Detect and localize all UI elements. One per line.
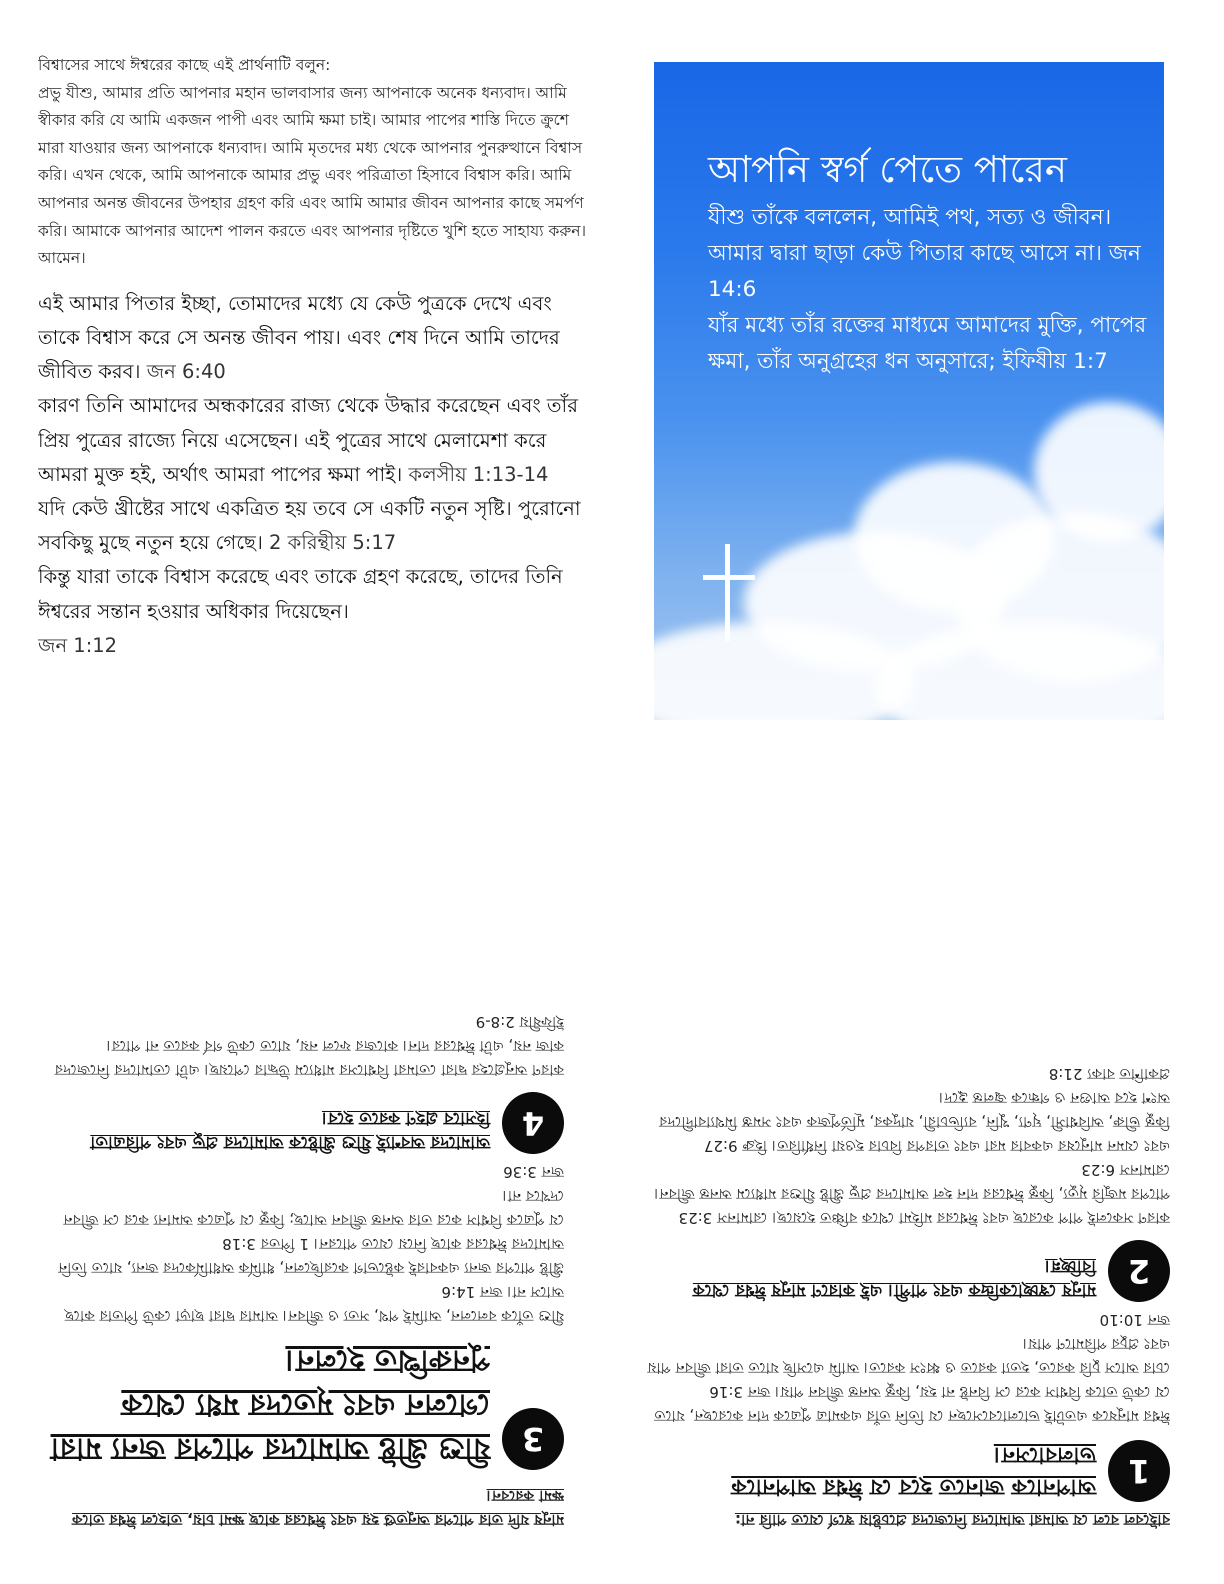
step-number-badge: 1 xyxy=(1108,1440,1170,1502)
verse-ref: ইফিষীয় 2:8-9 xyxy=(475,1013,564,1031)
verse-text: পাপের মজুরি মৃত্যু, কিন্তু ঈশ্বরের দান হল আমাদের প্রভু খ্রীষ্ট যীশুর মাধ্যমে অনন্ত জীবন। xyxy=(654,1185,1170,1203)
step-text xyxy=(646,1308,1170,1380)
tract-cover xyxy=(654,62,1164,720)
steps-1-2-panel xyxy=(646,820,1170,1532)
prayer-block xyxy=(38,52,598,273)
panel-bottom-text: মানুষ যদি তার পাপের অনুতপ্ত হয় এবং ঈশ্বরের কাছে ক্ষমা চায়, তাহলে ঈশ্বর তাকে ক্ষমা করবেন। xyxy=(72,1487,564,1529)
verse-ref: জন 6:40 xyxy=(146,360,226,384)
verse-ref: হিব্রু 9:27 xyxy=(703,1137,767,1155)
verse-item xyxy=(38,389,598,492)
verse-ref: জন 10:10 xyxy=(1099,1311,1170,1329)
verse-text: ঈশ্বর মানুষকে এতটাই ভালোবেসেছেন যে তিনি তাঁর একমাত্র পুত্রকে দান করেছেন, যাতে যে কেউ তাকে বিশ্বাস করে সে বিনষ্ট না হয়, কিন্তু অনন্ত জীবন পায়। xyxy=(654,1383,1170,1425)
step-text xyxy=(646,1134,1170,1158)
step-text xyxy=(44,1280,564,1328)
verse-ref: রোমানস 6:23 xyxy=(1081,1161,1170,1179)
step-text xyxy=(44,1010,564,1082)
verse-text: কিন্তু যারা তাকে বিশ্বাস করেছে এবং তাকে গ্রহণ করেছে, তাদের তিনি ঈশ্বরের সন্তান হওয়ার অধিকার দিয়েছেন। xyxy=(38,565,563,623)
prayer-and-verses-panel xyxy=(38,52,598,742)
cover-ref-1: জন 14:6 xyxy=(708,241,1141,302)
step-number-badge: 2 xyxy=(1108,1240,1170,1302)
step-text xyxy=(646,1206,1170,1230)
step-text xyxy=(646,1158,1170,1206)
steps-3-4-panel xyxy=(44,820,564,1532)
step-1 xyxy=(646,1438,1170,1502)
verse-ref: রোমানস 3:23 xyxy=(678,1209,768,1227)
verse-ref: 1 পিতর 3:18 xyxy=(222,1235,309,1253)
verse-ref: জন 14:6 xyxy=(441,1283,503,1301)
verse-ref: 2 করিন্থীয় 5:17 xyxy=(269,531,397,555)
step-text xyxy=(646,1062,1170,1134)
step-4 xyxy=(44,1092,564,1154)
verse-ref: জন 1:12 xyxy=(38,633,118,657)
cover-verse xyxy=(708,200,1148,380)
step-3 xyxy=(44,1338,564,1470)
step-number-badge: 3 xyxy=(502,1408,564,1470)
verse-item xyxy=(38,560,598,663)
verse-text: যদি কেউ খ্রীষ্টের সাথে একত্রিত হয় তবে সে একটি নতুন সৃষ্টি। পুরোনো সবকিছু মুছে নতুন হয়ে গেছে। xyxy=(38,496,581,555)
verse-text: যে পুত্রকে বিশ্বাস করে তার অনন্ত জীবন আছে; কিন্তু যে পুত্রকে অমান্য করে সে জীবন দেখবে না। xyxy=(63,1187,564,1229)
verse-text: কিন্তু ভীরু, অবিশ্বাসী, ঘৃণ্য, খুনি, ব্যভিচারী, যাদুকর, মূর্তিপূজক এবং সমস্ত মিথ্যাবাদীদের অংশ হবে আগুন ও গন্ধকে জ্বলন্ত হ্রদে। xyxy=(659,1089,1170,1131)
step-heading: আপনাকে জানতে হবে যে ঈশ্বর আপনাকে ভালবাসেন। xyxy=(731,1442,1096,1499)
verse-list xyxy=(38,287,598,663)
verse-ref: কলসীয় 1:13-14 xyxy=(408,462,549,486)
verse-item xyxy=(38,287,598,390)
cover-verse-2: যাঁর মধ্যে তাঁর রক্তের মাধ্যমে আমাদের মুক্তি, পাপের ক্ষমা, তাঁর অনুগ্রহের ধন অনুসারে; xyxy=(708,313,1147,374)
verse-item xyxy=(38,492,598,560)
cover-verse-1: যীশু তাঁকে বললেন, আমিই পথ, সত্য ও জীবন। আমার দ্বারা ছাড়া কেউ পিতার কাছে আসে না। xyxy=(708,205,1112,266)
step-heading: আমাদের অবশ্যই যীশু খ্রীষ্টকে আমাদের প্রভু এবং পরিত্রাতা হিসাবে গ্রহণ করতে হবে। xyxy=(90,1108,490,1152)
panel-intro: বাইবেল বলে যে আমরা আমাদের নিজেদের প্রচেষ্টায় স্বর্গে যেতে পারি না: xyxy=(734,1511,1170,1529)
verse-text: চোর আসে চুরি করতে, হত্যা করতে ও ধ্বংস করতে। আমি এসেছি যাতে তারা জীবন পায় এবং প্রচুর পরিমাণে পায়। xyxy=(647,1335,1170,1377)
verse-ref: প্রকাশিত বাক্য 21:8 xyxy=(1048,1065,1170,1083)
step-heading: মানুষ স্বেচ্ছাকেন্দ্রিক এবং পাপী। এই কারণে মানুষ ঈশ্বর থেকে বিচ্ছিন্ন। xyxy=(692,1256,1096,1300)
prayer-text: প্রভু যীশু, আমার প্রতি আপনার মহান ভালবাসার জন্য আপনাকে অনেক ধন্যবাদ। আমি স্বীকার করি যে আমি একজন পাপী এবং আমি ক্ষমা চাই। আমার পাপের শাস্তি দিতে ক্রুশে মারা যাওয়ার জন্য আপনাকে ধন্যবাদ। আমি মৃতদের মধ্য থেকে আপনার পুনরুত্থানে বিশ্বাস করি। এখন থেকে, আমি আপনাকে আমার প্রভু এবং পরিত্রাতা হিসাবে বিশ্বাস করি। আমি আপনার অনন্ত জীবনের উপহার গ্রহণ করি এবং আমি আমার জীবন আপনার কাছে সমর্পণ করি। আমাকে আপনার আদেশ পালন করতে এবং আপনার দৃষ্টিতে খুশি হতে সাহায্য করুন। আমেন। xyxy=(38,83,587,268)
step-2 xyxy=(646,1240,1170,1302)
verse-text: এই আমার পিতার ইচ্ছা, তোমাদের মধ্যে যে কেউ পুত্রকে দেখে এবং তাকে বিশ্বাস করে সে অনন্ত জীবন পায়। এবং শেষ দিনে আমি তাদের জীবিত করব। xyxy=(38,291,560,384)
prayer-intro: বিশ্বাসের সাথে ঈশ্বরের কাছে এই প্রার্থনাটি বলুন: xyxy=(38,56,331,74)
verse-text: যীশু তাঁকে বললেন, আমিই পথ, সত্য ও জীবন। আমার দ্বারা ছাড়া কেউ পিতার কাছে আসে না। xyxy=(64,1283,564,1325)
verse-text: কারণ অনুগ্রহের দ্বারা তোমরা বিশ্বাসের মাধ্যমে উদ্ধার পেয়েছ। এটা তোমাদের নিজেদের কাজ নয়, এটা ঈশ্বরের দান। কাজের ফলে নয়, যাতে কেউ গর্ব করতে না পারে। xyxy=(54,1037,564,1079)
verse-ref: জন 3:36 xyxy=(503,1163,564,1181)
verse-text: খ্রীষ্ট পাপের জন্য একবারই কষ্টভোগ করেছিলেন, ধার্মিক অধার্মিকদের জন্য, যাতে তিনি আমাদের ঈশ্বরের কাছে নিয়ে যেতে পারেন। xyxy=(58,1235,564,1277)
verse-text: এবং যেমন মানুষের একবার মরা এবং তারপর বিচার হওয়া নির্ধারিত। xyxy=(771,1137,1170,1155)
verse-text: কারণ তিনি আমাদের অন্ধকারের রাজ্য থেকে উদ্ধার করেছেন এবং তাঁর প্রিয় পুত্রের রাজ্যে নিয়ে এসেছেন। এই পুত্রের সাথে মেলামেশা করে আমরা মুক্ত হই, অর্থাৎ আমরা পাপের ক্ষমা পাই। xyxy=(38,394,578,486)
verse-text: কারণ সকলেই পাপ করেছে এবং ঈশ্বরের মহিমা থেকে বঞ্চিত হয়েছে। xyxy=(772,1209,1170,1227)
cross-icon-bar xyxy=(703,575,755,580)
step-text xyxy=(646,1380,1170,1428)
step-heading: যীশু খ্রীষ্ট আমাদের পাপের জন্য মারা গেলেন এবং মৃতদের মধ্য থেকে পুনরুত্থিত হলেন। xyxy=(50,1343,490,1466)
step-text xyxy=(44,1160,564,1232)
cover-ref-2: ইফিষীয় 1:7 xyxy=(1002,349,1108,374)
cover-title: আপনি স্বর্গ পেতে পারেন xyxy=(708,148,1067,191)
cover-text-block xyxy=(708,146,1148,380)
cross-icon xyxy=(725,544,730,641)
step-text xyxy=(44,1232,564,1280)
step-number-badge: 4 xyxy=(502,1092,564,1154)
verse-ref: জন 3:16 xyxy=(709,1383,771,1401)
